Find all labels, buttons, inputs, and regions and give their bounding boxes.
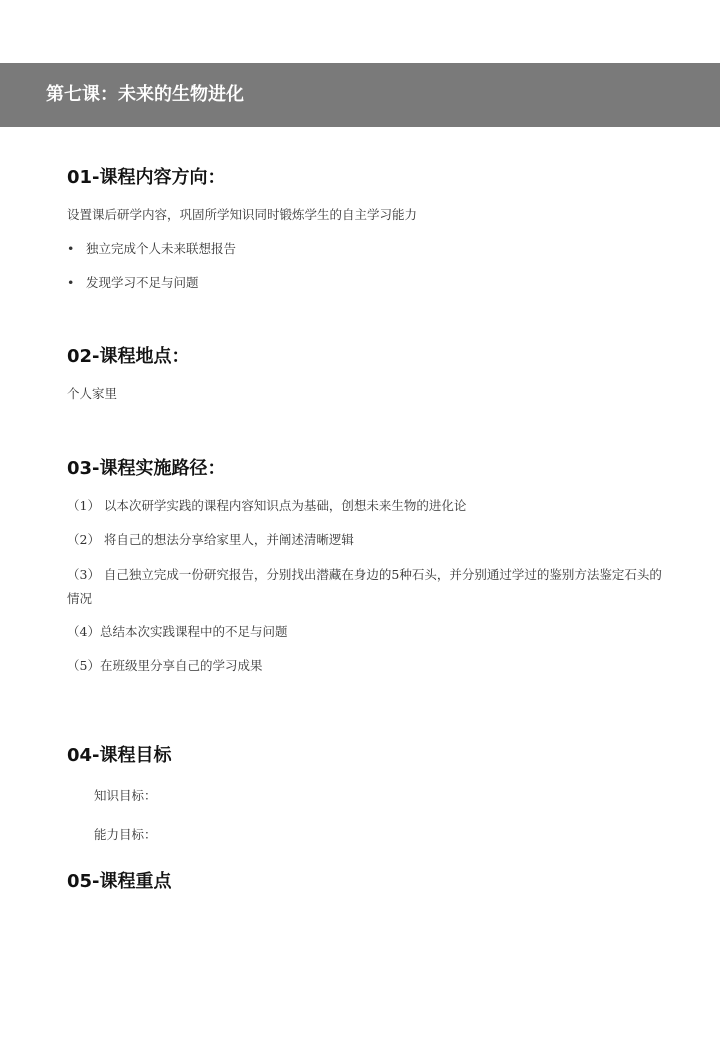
lesson-title: 第七课：未来的生物进化 bbox=[46, 84, 244, 105]
implementation-step: （1） 以本次研学实践的课程内容知识点为基础，创想未来生物的进化论 bbox=[67, 498, 467, 513]
section-heading-key-points: 05-课程重点 bbox=[67, 871, 172, 892]
ability-goal-label: 能力目标： bbox=[94, 827, 157, 842]
section-heading-course-goals: 04-课程目标 bbox=[67, 745, 172, 766]
section-heading-location: 02-课程地点： bbox=[67, 346, 190, 367]
implementation-step: （3） 自己独立完成一份研究报告，分别找出潜藏在身边的5种石头，并分别通过学过的鉴别方法鉴定石头的情况 bbox=[67, 567, 662, 606]
bullet-marker: • bbox=[67, 275, 75, 290]
section-heading-content-direction: 01-课程内容方向： bbox=[67, 167, 226, 188]
section-heading-implementation-path: 03-课程实施路径： bbox=[67, 458, 226, 479]
implementation-step: （5）在班级里分享自己的学习成果 bbox=[67, 658, 263, 673]
lesson-title-banner bbox=[0, 63, 720, 127]
bullet-item: 发现学习不足与问题 bbox=[86, 275, 199, 290]
bullet-marker: • bbox=[67, 241, 75, 256]
content-direction-intro: 设置课后研学内容，巩固所学知识同时锻炼学生的自主学习能力 bbox=[67, 207, 418, 222]
implementation-step: （4）总结本次实践课程中的不足与问题 bbox=[67, 624, 288, 639]
knowledge-goal-label: 知识目标： bbox=[94, 788, 157, 803]
bullet-item: 独立完成个人未来联想报告 bbox=[86, 241, 237, 256]
location-text: 个人家里 bbox=[67, 386, 118, 401]
implementation-step: （2） 将自己的想法分享给家里人，并阐述清晰逻辑 bbox=[67, 532, 354, 547]
